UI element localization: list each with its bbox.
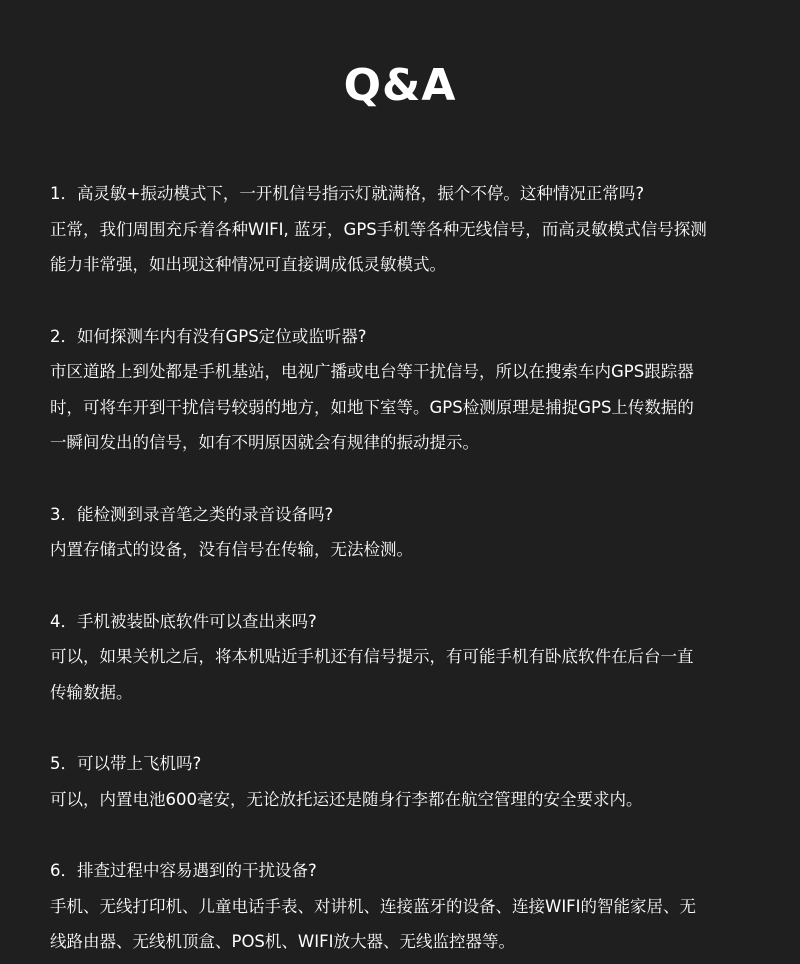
answer-line: 传输数据。 <box>50 682 133 702</box>
qa-item-5 <box>50 746 750 817</box>
question-text: 1．高灵敏+振动模式下，一开机信号指示灯就满格，振个不停。这种情况正常吗? <box>50 184 645 203</box>
qa-item-6 <box>50 853 750 960</box>
qa-item-1 <box>50 176 750 283</box>
answer-line: 时，可将车开到干扰信号较弱的地方，如地下室等。GPS检测原理是捕捉GPS上传数据的 <box>50 397 694 417</box>
qa-item-4 <box>50 604 750 711</box>
answer-line: 可以，如果关机之后，将本机贴近手机还有信号提示，有可能手机有卧底软件在后台一直 <box>50 647 694 666</box>
answer-line: 手机、无线打印机、儿童电话手表、对讲机、连接蓝牙的设备、连接WIFI的智能家居、无 <box>50 896 697 916</box>
answer-line: 正常，我们周围充斥着各种WIFI, 蓝牙，GPS手机等各种无线信号，而高灵敏模式信号探测 <box>50 219 707 239</box>
answer-line: 线路由器、无线机顶盒、POS机、WIFI放大器、无线监控器等。 <box>50 932 515 951</box>
question-text: 5．可以带上飞机吗? <box>50 754 202 773</box>
answer-line: 市区道路上到处都是手机基站，电视广播或电台等干扰信号，所以在搜索车内GPS跟踪器 <box>50 362 694 381</box>
question-text: 3．能检测到录音笔之类的录音设备吗? <box>50 504 334 524</box>
qa-item-2 <box>50 319 750 461</box>
question-text: 2．如何探测车内有没有GPS定位或监听器? <box>50 326 367 346</box>
qa-item-3 <box>50 497 750 568</box>
page-title: Q&A <box>343 60 457 111</box>
question-text: 6．排查过程中容易遇到的干扰设备? <box>50 861 317 880</box>
answer-line: 可以，内置电池600毫安，无论放托运还是随身行李都在航空管理的安全要求内。 <box>50 789 643 809</box>
answer-line: 内置存储式的设备，没有信号在传输，无法检测。 <box>50 540 413 559</box>
question-text: 4．手机被装卧底软件可以查出来吗? <box>50 611 317 631</box>
answer-line: 一瞬间发出的信号，如有不明原因就会有规律的振动提示。 <box>50 433 479 452</box>
qa-list <box>50 176 750 960</box>
answer-line: 能力非常强，如出现这种情况可直接调成低灵敏模式。 <box>50 255 446 274</box>
